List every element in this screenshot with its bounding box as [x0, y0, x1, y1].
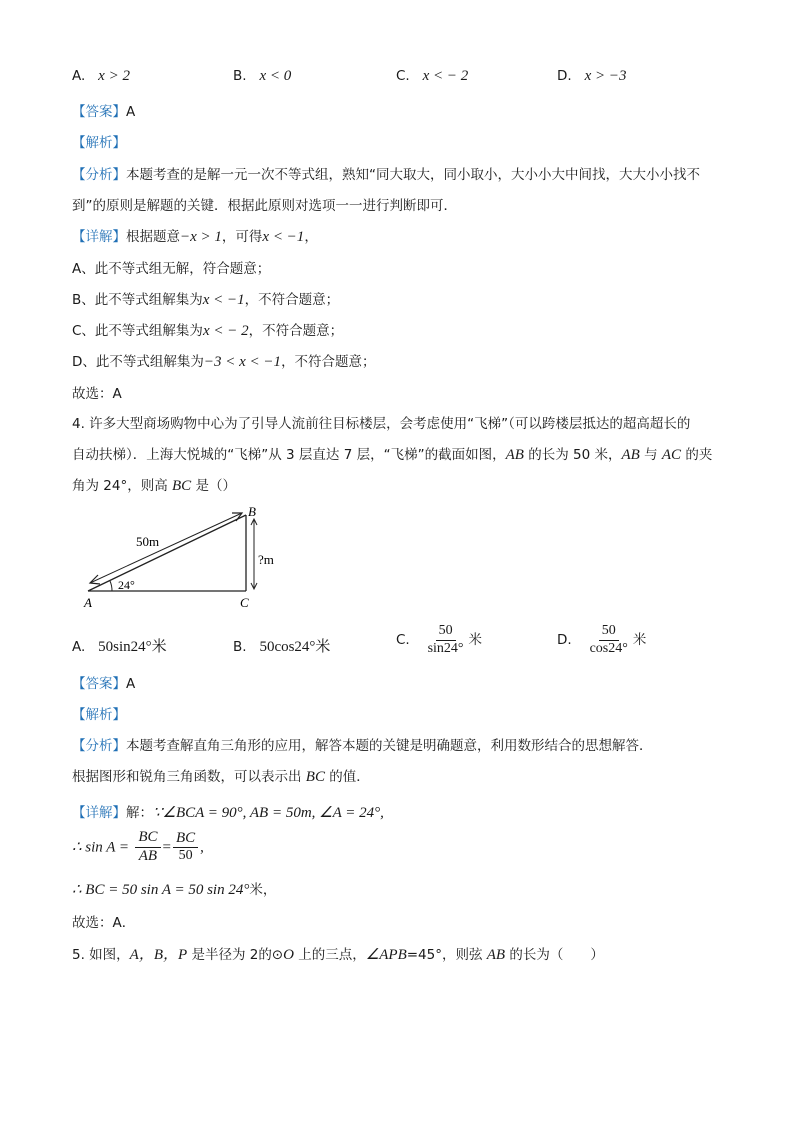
- escalator-figure: [80, 503, 290, 615]
- option-letter: D.: [557, 632, 572, 649]
- stem-var: AC: [661, 447, 682, 463]
- stem-text: 上的三点，: [294, 947, 366, 963]
- q4-stem-line1: [72, 412, 690, 432]
- q4-option-d: [557, 624, 646, 656]
- stem-var: ∠APB: [365, 947, 407, 963]
- detail-text: 解：: [126, 805, 153, 821]
- bc-expr: ∴ BC = 50 sin A = 50 sin 24°: [72, 882, 250, 898]
- escalator-rail: [90, 513, 242, 583]
- fenxi-text: 到”的原则是解题的关键．根据此原则对选项一一进行判断即可．: [72, 198, 457, 214]
- option-expr: 50sin24°米: [98, 639, 167, 655]
- stem-var: AB: [505, 447, 524, 463]
- stem-text: 的长为 50 米，: [523, 447, 622, 463]
- stem-text: 5. 如图，: [72, 947, 130, 963]
- fenxi-tag: 【分析】: [72, 738, 126, 754]
- solution-expr: x < − 2: [202, 323, 249, 339]
- option-expr: x > 2: [98, 68, 130, 84]
- q3-detail: [72, 225, 318, 246]
- stem-text: 自动扶梯）．上海大悦城的“飞梯”从 3 层直达 7 层，“飞梯”的截面如图，: [72, 447, 506, 463]
- detail-tag: 【详解】: [72, 805, 126, 821]
- fraction-numerator: BC: [173, 831, 198, 849]
- stem-text: 是（）: [191, 478, 236, 494]
- fraction-bc-50: [173, 831, 198, 864]
- fraction-bc-ab: [135, 830, 160, 865]
- fraction-numerator: 50: [436, 624, 456, 641]
- analysis-var: BC: [305, 769, 325, 785]
- option-expr: x > −3: [584, 68, 627, 84]
- stem-text: =45°，则弦: [406, 947, 487, 963]
- angle-label: 24°: [118, 578, 135, 592]
- stem-text: 的夹: [681, 447, 713, 463]
- q4-option-a: [72, 635, 167, 656]
- fraction-denominator: cos24°: [589, 640, 628, 656]
- option-letter: A.: [72, 639, 86, 655]
- q3-answer: [72, 100, 135, 120]
- q5-stem: [72, 943, 604, 964]
- option-expr: 50cos24°米: [259, 639, 331, 655]
- solution-text: ，不符合题意；: [248, 323, 344, 339]
- fraction-denominator: 50: [178, 848, 193, 864]
- analysis-text: 的值．: [324, 769, 370, 785]
- answer-value: A: [126, 676, 136, 692]
- detail-expr: −x > 1: [180, 229, 222, 245]
- option-letter: C.: [396, 68, 410, 84]
- q3-fenxi-line1: [72, 163, 700, 183]
- detail-text: ，可得: [221, 229, 263, 245]
- answer-tag: 【答案】: [72, 676, 126, 692]
- option-letter: B.: [233, 68, 247, 84]
- solution-line: A、此不等式组无解，符合题意；: [72, 261, 271, 277]
- fraction-denominator: AB: [138, 847, 158, 864]
- solution-text: C、此不等式组解集为: [72, 323, 203, 339]
- hyp-length-label: 50m: [136, 534, 160, 549]
- q4-option-c: [396, 624, 482, 656]
- option-fraction: [425, 624, 467, 656]
- analysis-tag: 【解析】: [72, 135, 126, 151]
- angle-arc: [110, 581, 112, 591]
- solution-expr: x < −1: [202, 292, 245, 308]
- solution-expr: −3 < x < −1: [203, 354, 282, 370]
- option-letter: D.: [557, 68, 572, 84]
- q4-stem-line2: [72, 443, 712, 464]
- height-label: ?m: [258, 552, 274, 567]
- q3-line-a: [72, 257, 270, 277]
- q3-line-c: [72, 319, 343, 340]
- option-letter: B.: [233, 639, 247, 655]
- equals-sign: =: [162, 839, 171, 856]
- solution-text: B、此不等式组解集为: [72, 292, 203, 308]
- q3-option-c: [396, 68, 468, 85]
- detail-expr: ∵∠BCA = 90°, AB = 50m, ∠A = 24°,: [153, 805, 384, 821]
- q3-fenxi-line2: [72, 194, 457, 214]
- detail-tag: 【详解】: [72, 229, 126, 245]
- analysis-text: 根据图形和锐角三角函数，可以表示出: [72, 769, 306, 785]
- stem-var: BC: [172, 478, 192, 494]
- q4-line2: [72, 765, 370, 786]
- detail-expr: x < −1: [262, 229, 305, 245]
- answer-value: A: [126, 104, 136, 120]
- q4-option-b: [233, 635, 330, 656]
- option-fraction: [587, 624, 631, 656]
- q3-option-b: [233, 68, 291, 85]
- fenxi-tag: 【分析】: [72, 167, 126, 183]
- solution-text: ，不符合题意；: [281, 354, 376, 370]
- q4-sin-line: [72, 830, 204, 865]
- stem-var: AB: [621, 447, 640, 463]
- conclusion-text: 故选：A．: [72, 915, 136, 931]
- q3-conclusion: [72, 382, 122, 402]
- label-a: A: [84, 595, 92, 610]
- stem-text: 4. 许多大型商场购物中心为了引导人流前往目标楼层，会考虑使用“飞梯”（可以跨楼层抵达的超高超长的: [72, 416, 691, 432]
- option-unit: 米: [632, 632, 647, 649]
- fraction-denominator: sin24°: [427, 640, 464, 656]
- punctuation: ,: [200, 839, 204, 856]
- label-c: C: [240, 595, 249, 610]
- stem-text: 是半径为 2的⊙: [187, 947, 284, 963]
- option-letter: C.: [396, 632, 410, 649]
- q3-line-d: [72, 350, 376, 371]
- conclusion-text: 故选：A: [72, 386, 122, 402]
- stem-var: O: [283, 947, 294, 963]
- label-b: B: [248, 504, 256, 519]
- answer-tag: 【答案】: [72, 104, 126, 120]
- q4-bc-line: [72, 878, 276, 899]
- q4-conclusion: [72, 911, 135, 931]
- sin-expr: ∴ sin A =: [72, 839, 130, 856]
- q3-analysis-heading: [72, 131, 126, 151]
- q4-stem-line3: [72, 474, 236, 495]
- bc-unit: 米，: [249, 882, 277, 898]
- fraction-numerator: 50: [599, 624, 619, 641]
- segment-ab: [88, 515, 246, 591]
- stem-var: AB: [486, 947, 506, 963]
- stem-text: 的长为（ ）: [505, 947, 604, 963]
- fraction-numerator: BC: [135, 830, 160, 848]
- stem-text: 角为 24°，则高: [72, 478, 173, 494]
- fenxi-text: 本题考查解直角三角形的应用，解答本题的关键是明确题意，利用数形结合的思想解答．: [126, 738, 653, 754]
- q4-fenxi: [72, 734, 653, 754]
- detail-text: ，: [304, 229, 318, 245]
- q4-analysis-heading: [72, 703, 126, 723]
- analysis-tag: 【解析】: [72, 707, 126, 723]
- option-expr: x < 0: [259, 68, 292, 84]
- stem-var: A，B，P: [129, 947, 188, 963]
- stem-text: 与: [639, 447, 662, 463]
- solution-text: D、此不等式组解集为: [72, 354, 204, 370]
- q3-line-b: [72, 288, 339, 309]
- fenxi-text: 本题考查的是解一元一次不等式组，熟知“同大取大，同小取小，大小小大中间找，大大小小找不: [126, 167, 700, 183]
- option-unit: 米: [468, 632, 483, 649]
- detail-text: 根据题意: [126, 229, 180, 245]
- q4-answer: [72, 672, 135, 692]
- option-expr: x < − 2: [422, 68, 469, 84]
- option-letter: A.: [72, 68, 86, 84]
- solution-text: ，不符合题意；: [244, 292, 340, 308]
- q3-option-a: [72, 68, 130, 85]
- q4-detail: [72, 801, 384, 822]
- q3-option-d: [557, 68, 626, 85]
